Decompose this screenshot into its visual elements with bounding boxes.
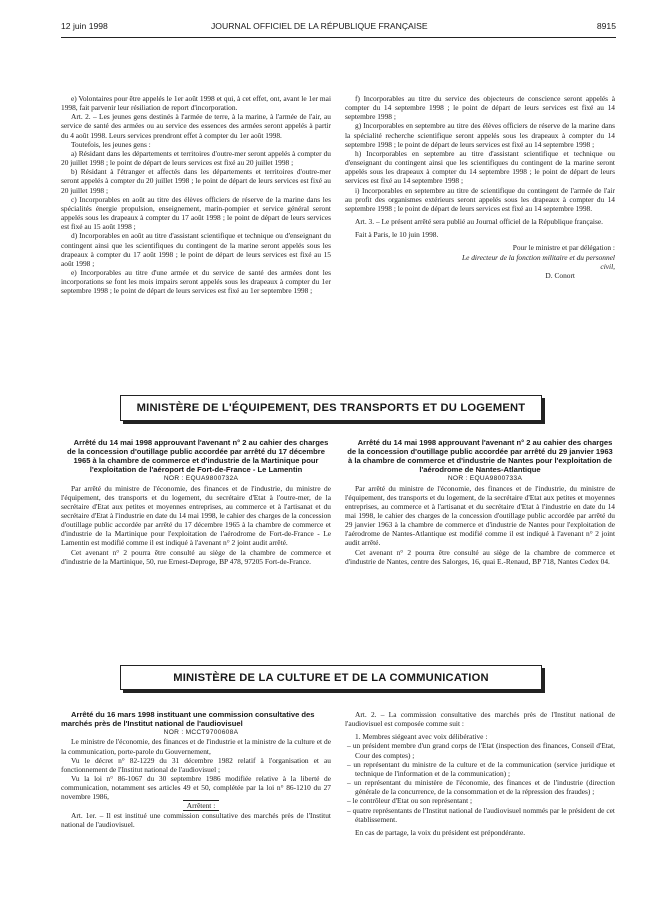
list-item: – un représentant du ministre de la culture et de la communication (service juridique et technique de l'information et de la communication) ; (347, 759, 615, 778)
paragraph: a) Résidant dans les départements et territoires d'outre-mer seront appelés à compter du 20 juillet 1998 ; le point de départ de leurs services est fixé au 20 juillet 1998 ; (61, 148, 331, 168)
delegation-line: Pour le ministre et par délégation : (512, 243, 615, 253)
list-item: – quatre représentants de l'Institut national de l'audiovisuel nommés par le président de cet établissement. (347, 805, 615, 824)
mid-right-article (345, 438, 615, 566)
top-right-column (345, 94, 615, 280)
paragraph: d) Incorporables en août au titre d'assistant scientifique et technique ou d'enseignant du contingent ainsi que les scientifiques du contingent de la marine seront appelés sous les drapeaux à compter du 17 août 1998 ; le point de départ de leurs services est fixé au 15 août 1998 ; (61, 231, 331, 268)
bottom-left-article (61, 710, 331, 829)
mid-left-article (61, 438, 331, 566)
list-item: – un président membre d'un grand corps de l'Etat (inspection des finances, Conseil d'Etat, Cour des comptes) ; (347, 741, 615, 760)
paragraph: e) Incorporables au titre d'une armée et du service de santé des armées dont les incorporations se font les mois impairs seront appelés sous les drapeaux à compter du 1er septembre 1998 ; le point de départ de leurs services est fixé au 1er septembre 1998 ; (61, 267, 331, 296)
header-page-number: 8915 (596, 21, 616, 31)
bottom-right-article (345, 710, 615, 837)
header-journal-title: JOURNAL OFFICIEL DE LA RÉPUBLIQUE FRANÇAISE (211, 21, 428, 31)
top-left-column (61, 94, 331, 295)
paragraph: Par arrêté du ministre de l'économie, des finances et de l'industrie, du ministre de l'équipement, des transports et du logement, du secrétaire d'Etat à l'outre-mer, de la secrétaire d'Etat aux petites et moyennes entreprises, au commerce et à l'artisanat et du secrétaire d'Etat à l'industrie en date du 14 mai 1998, le cahier des charges de la concession d'outillage public accordée par arrêté du 17 décembre 1965 à la chambre de commerce et d'industrie de la Martinique pour l'exploitation de l'aérodrome de Fort-de-France - Le Lamentin est modifié comme il est indiqué à l'avenant n° 2 joint audit arrêté. (61, 483, 331, 548)
article-title: Arrêté du 14 mai 1998 approuvant l'avenant n° 2 au cahier des charges de la concession d'outillage public accordée par arrêté du 17 décembre 1965 à la chambre de commerce et d'industrie de la Martinique pour l'exploitation de l'aéroport de Fort-de-France - Le Lamentin (67, 438, 329, 475)
members-list (345, 741, 615, 823)
paragraph: En cas de partage, la voix du président est prépondérante. (355, 827, 526, 837)
paragraph: Par arrêté du ministre de l'économie, des finances et de l'industrie, du ministre de l'équipement, des transports et du logement, de la secrétaire d'Etat aux petites et moyennes entreprises, au commerce et à l'artisanat et du secrétaire d'Etat à l'industrie en date du 14 mai 1998, le cahier des charges de la concession d'outillage public accordée par arrêté du 29 janvier 1963 à la chambre de commerce et d'industrie de Nantes pour l'exploitation de l'aérodrome de Nantes-Atlantique est modifié comme il est indiqué à l'avenant n° 2 joint audit arrêté. (345, 483, 615, 548)
article-2: Art. 2. – Les jeunes gens destinés à l'armée de terre, à la marine, à l'armée de l'air, au service de santé des armées ou au service des essences des armées seront appelés à partir du 4 août 1998. Leurs services prendront effet à compter du 1er août 1998. (61, 112, 331, 140)
header-rule (61, 37, 616, 38)
paragraph: Le ministre de l'économie, des finances et de l'industrie et la ministre de la culture et de la communication, porte-parole du Gouvernement, (61, 737, 331, 756)
header-date: 12 juin 1998 (61, 21, 108, 31)
paragraph: Cet avenant n° 2 pourra être consulté au siège de la chambre de commerce et d'industrie de Nantes, centre des Salorges, 16, quai E.-Renaud, BP 718, Nantes Cedex 04. (345, 547, 615, 566)
article-title: Arrêté du 14 mai 1998 approuvant l'avenant n° 2 au cahier des charges de la concession d'outillage public accordée par arrêté du 29 janvier 1963 à la chambre de commerce et d'industrie de Nantes pour l'exploitation de l'aérodrome de Nantes-Atlantique (347, 438, 613, 475)
paragraph: Cet avenant n° 2 pourra être consulté au siège de la chambre de commerce et d'industrie de la Martinique, 50, rue Ernest-Deproge, BP 478, 97205 Fort-de-France. (61, 547, 331, 566)
article-title: Arrêté du 16 mars 1998 instituant une commission consultative des marchés près de l'Institut national de l'audiovisuel (61, 710, 315, 729)
signing-place-date: Fait à Paris, le 10 juin 1998. (355, 230, 439, 240)
paragraph: b) Résidant à l'étranger et affectés dans les départements et territoires d'outre-mer seront appelés à compter du 20 juillet 1998 ; le point de départ de leurs services est fixé au 20 juillet 1998 ; (61, 167, 331, 195)
paragraph: i) Incorporables en septembre au titre de scientifique du contingent de l'armée de l'air au profit des organismes extérieurs seront appelés sous les drapeaux à compter du 14 septembre 1998 ; le point de départ de leurs services est fixé au 14 septembre 1998. (345, 185, 615, 213)
nor-reference: NOR : MCCT9700608A (163, 729, 239, 737)
paragraph: c) Incorporables en août au titre des élèves officiers de réserve de la marine dans les spécialités énergie propulsion, enseignement, marin-pompier et service général seront appelés sous les drapeaux à compter du 17 août 1998 ; le point de départ de leurs services est fixé au 15 août 1998 ; (61, 194, 331, 232)
paragraph: f) Incorporables au titre du service des objecteurs de conscience seront appelés à compter du 14 septembre 1998 ; le point de départ de leurs services est fixé au 14 septembre 1998 ; (345, 94, 615, 122)
nor-reference: NOR : EQUA9800732A (163, 475, 239, 483)
paragraph: Vu le décret n° 82-1229 du 31 décembre 1982 relatif à l'organisation et au fonctionnement de l'Institut national de l'audiovisuel ; (61, 755, 331, 774)
signatory-title: Le directeur de la fonction militaire et du personnel civil, (462, 252, 615, 271)
ministry-banner-equipement: MINISTÈRE DE L'ÉQUIPEMENT, DES TRANSPORTS ET DU LOGEMENT (120, 395, 542, 421)
paragraph: h) Incorporables en septembre au titre d'assistant scientifique et technique ou d'enseignant du contingent ainsi que les scientifiques du contingent de la marine seront appelés sous les drapeaux à compter du 14 septembre 1998 ; le point de départ de leurs services est fixé au 14 septembre 1998 ; (345, 148, 615, 186)
article-3: Art. 3. – Le présent arrêté sera publié au Journal officiel de la République française. (355, 217, 603, 227)
signatory-name: D. Conort (545, 270, 575, 280)
paragraph: Toutefois, les jeunes gens : (71, 139, 151, 149)
paragraph: e) Volontaires pour être appelés le 1er août 1998 et qui, à cet effet, ont, avant le 1er mai 1998, fait parvenir leur résiliation de report d'incorporation. (61, 94, 331, 113)
list-item: – un représentant du ministère de l'économie, des finances et de l'industrie (direction générale de la concurrence, de la consommation et de la répression des fraudes) ; (347, 778, 615, 797)
paragraph: Vu la loi n° 86-1067 du 30 septembre 1986 modifiée relative à la liberté de communication, notamment ses articles 49 et 50, complétée par la loi n° 86-1210 du 27 novembre 1986, (61, 773, 331, 802)
arretent-heading: Arrêtent : (61, 801, 331, 810)
paragraph: g) Incorporables en septembre au titre des élèves officiers de réserve de la marine dans la spécialité recherche scientifique seront appelés sous les drapeaux à compter du 14 septembre 1998 ; le point de départ de leurs services est fixé au 14 septembre 1998 ; (345, 121, 615, 149)
list-intro: 1. Membres siégeant avec voix délibérative : (355, 732, 488, 742)
article-2: Art. 2. – La commission consultative des marchés près de l'Institut national de l'audiovisuel est composée comme suit : (345, 710, 615, 729)
ministry-banner-culture: MINISTÈRE DE LA CULTURE ET DE LA COMMUNICATION (120, 665, 542, 690)
nor-reference: NOR : EQUA9800733A (447, 475, 523, 483)
article-1: Art. 1er. – Il est institué une commission consultative des marchés près de l'Institut national de l'audiovisuel. (61, 810, 331, 829)
list-item: – le contrôleur d'Etat ou son représentant ; (347, 796, 473, 806)
running-header (61, 21, 616, 37)
